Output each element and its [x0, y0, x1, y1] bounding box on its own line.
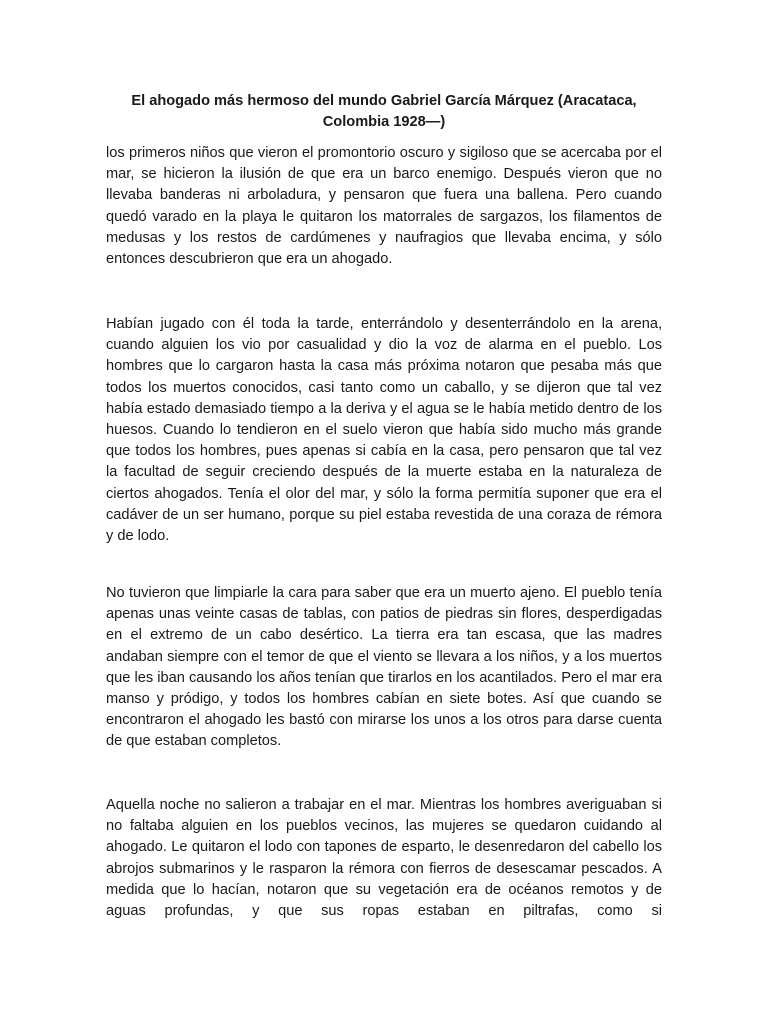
paragraph-3: No tuvieron que limpiarle la cara para saber que era un muerto ajeno. El pueblo tenía apenas unas veinte casas de tablas, con patios de piedras sin flores, desperdigadas en el extremo de un cabo desértico. La tierra era tan escasa, que las madres andaban siempre con el temor de que el viento se llevara a los niños, y a los muertos que les iban causando los años tenían que tirarlos en los acantilados. Pero el mar era manso y pródigo, y todos los hombres cabían en siete botes. Así que cuando se encontraron el ahogado les bastó con mirarse los unos a los otros para darse cuenta de que estaban completos. — [106, 585, 662, 750]
paragraph-1: los primeros niños que vieron el promontorio oscuro y sigiloso que se acercaba por el mar, se hicieron la ilusión de que era un barco enemigo. Después vieron que no llevaba banderas ni arboladura, y pensaron que fuera una ballena. Pero cuando quedó varado en la playa le quitaron los matorrales de sargazos, los filamentos de medusas y los restos de cardúmenes y naufragios que llevaba encima, y sólo entonces descubrieron que era un ahogado. — [106, 145, 662, 268]
paragraph-2: Habían jugado con él toda la tarde, enterrándolo y desenterrándolo en la arena, cuando alguien los vio por casualidad y dio la voz de alarma en el pueblo. Los hombres que lo cargaron hasta la casa más próxima notaron que pesaba más que todos los muertos conocidos, casi tanto como un caballo, y se dijeron que tal vez había estado demasiado tiempo a la deriva y el agua se le había metido dentro de los huesos. Cuando lo tendieron en el suelo vieron que había sido mucho más grande que todos los hombres, pues apenas si cabía en la casa, pero pensaron que tal vez la facultad de seguir creciendo después de la muerte estaba en la naturaleza de ciertos ahogados. Tenía el olor del mar, y sólo la forma permitía suponer que era el cadáver de un ser humano, porque su piel estaba revestida de una coraza de rémora y de lodo. — [106, 316, 662, 545]
document-title: El ahogado más hermoso del mundo Gabriel García Márquez (Aracataca, Colombia 1928—) — [131, 93, 637, 130]
paragraph-4: Aquella noche no salieron a trabajar en el mar. Mientras los hombres averiguaban si no faltaba alguien en los pueblos vecinos, las mujeres se quedaron cuidando al ahogado. Le quitaron el lodo con tapones de esparto, le desenredaron del cabello los abrojos submarinos y le rasparon la rémora con fierros de desescamar pescados. A medida que lo hacían, notaron que su vegetación era de océanos remotos y de aguas profundas, y que sus ropas estaban en piltrafas, como si — [106, 797, 662, 920]
